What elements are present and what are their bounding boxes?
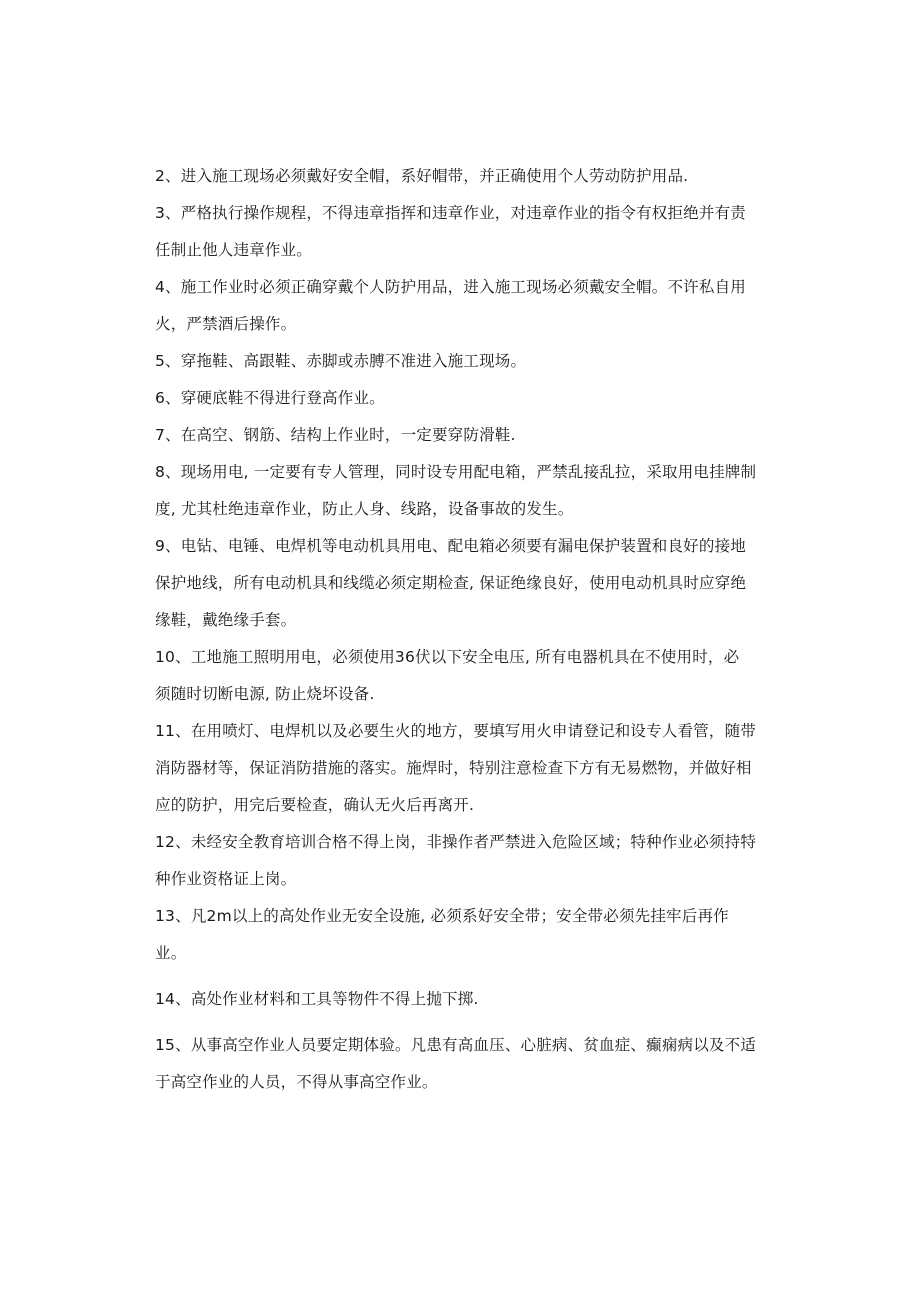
rule-item-4 [155,269,815,343]
rule-item-12 [155,824,815,898]
rule-line: 任制止他人违章作业。 [155,241,313,259]
rule-line: 10、工地施工照明用电，必须使用36伏以下安全电压, 所有电器机具在不使用时，必 [155,648,740,666]
rule-line: 2、进入施工现场必须戴好安全帽，系好帽带，并正确使用个人劳动防护用品. [155,167,689,185]
rule-item-15 [155,1027,815,1101]
rule-line: 火，严禁酒后操作。 [155,315,297,333]
rule-line: 8、现场用电, 一定要有专人管理，同时设专用配电箱，严禁乱接乱拉，采取用电挂牌制 [155,463,757,481]
rule-line: 于高空作业的人员，不得从事高空作业。 [155,1073,438,1091]
rule-line: 13、凡2m以上的高处作业无安全设施, 必须系好安全带；安全带必须先挂牢后再作 [155,907,729,925]
rule-item-9 [155,528,815,639]
rule-line: 14、高处作业材料和工具等物件不得上抛下掷. [155,990,479,1008]
rule-line: 15、从事高空作业人员要定期体验。凡患有高血压、心脏病、贫血症、癫痫病以及不适 [155,1036,757,1054]
rule-line: 12、未经安全教育培训合格不得上岗，非操作者严禁进入危险区域；特种作业必须持特 [155,833,757,851]
rule-item-8 [155,454,815,528]
rule-line: 3、严格执行操作规程，不得违章指挥和违章作业，对违章作业的指令有权拒绝并有责 [155,204,746,222]
rule-line: 缘鞋，戴绝缘手套。 [155,611,297,629]
rule-line: 4、施工作业时必须正确穿戴个人防护用品，进入施工现场必须戴安全帽。不许私自用 [155,278,746,296]
rule-line: 应的防护，用完后要检查，确认无火后再离开. [155,796,475,814]
rule-item-7 [155,417,815,454]
rule-line: 9、电钻、电锤、电焊机等电动机具用电、配电箱必须要有漏电保护装置和良好的接地 [155,537,746,555]
rule-line: 须随时切断电源, 防止烧坏设备. [155,685,375,703]
rule-line: 7、在高空、钢筋、结构上作业时，一定要穿防滑鞋. [155,426,516,444]
rule-line: 种作业资格证上岗。 [155,870,297,888]
rule-item-13 [155,898,815,972]
rule-line: 消防器材等，保证消防措施的落实。施焊时，特别注意检查下方有无易燃物，并做好相 [155,759,752,777]
rule-item-11 [155,713,815,824]
safety-rules-list [155,158,815,1101]
rule-line: 业。 [155,944,187,962]
rule-line: 度, 尤其杜绝违章作业，防止人身、线路，设备事故的发生。 [155,500,574,518]
rule-line: 保护地线，所有电动机具和线缆必须定期检查, 保证绝缘良好，使用电动机具时应穿绝 [155,574,747,592]
rule-line: 6、穿硬底鞋不得进行登高作业。 [155,389,385,407]
rule-item-2 [155,158,815,195]
rule-line: 11、在用喷灯、电焊机以及必要生火的地方，要填写用火申请登记和设专人看管，随带 [155,722,757,740]
rule-line: 5、穿拖鞋、高跟鞋、赤脚或赤膊不准进入施工现场。 [155,352,527,370]
rule-item-5 [155,343,815,380]
rule-item-6 [155,380,815,417]
rule-item-10 [155,639,815,713]
rule-item-14 [155,981,815,1018]
rule-item-3 [155,195,815,269]
